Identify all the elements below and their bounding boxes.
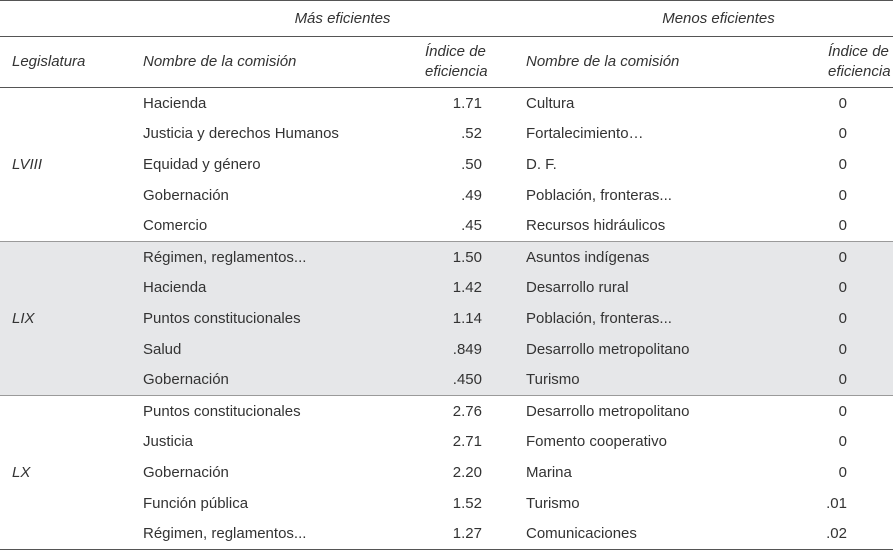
more-efficient-index: 2.20 <box>452 463 482 481</box>
column-header-index-less-line1: Índice de <box>828 42 889 60</box>
less-efficient-index: 0 <box>838 217 847 235</box>
more-efficient-name: Comercio <box>143 217 208 235</box>
less-efficient-name: Turismo <box>514 364 784 395</box>
column-header-index-less <box>784 37 893 88</box>
less-efficient-name: Recursos hidráulicos <box>526 217 666 235</box>
less-efficient-index: 0 <box>838 433 847 451</box>
group-header-spacer <box>0 1 131 37</box>
less-efficient-name: D. F. <box>526 155 557 173</box>
more-efficient-name: Gobernación <box>131 364 409 395</box>
less-efficient-index: 0 <box>784 241 893 272</box>
less-efficient-index: 0 <box>784 334 893 365</box>
more-efficient-name: Puntos constitucionales <box>131 303 409 334</box>
column-header-name-less: Nombre de la comisión <box>514 37 784 88</box>
table-row <box>0 210 893 241</box>
table-row <box>0 518 893 549</box>
more-efficient-name: Hacienda <box>143 94 207 112</box>
more-efficient-index: 1.71 <box>452 94 482 112</box>
less-efficient-name: Marina <box>526 463 572 481</box>
legislatura-label: LIX <box>0 241 131 395</box>
table-row <box>0 364 893 395</box>
legislature-group-lviii <box>0 88 893 242</box>
more-efficient-index: 2.71 <box>452 433 482 451</box>
more-efficient-index: .45 <box>461 217 482 235</box>
more-efficient-index: 1.52 <box>452 494 482 512</box>
more-efficient-name: Justicia y derechos Humanos <box>143 125 339 143</box>
column-header-index-more-line1: Índice de <box>425 42 486 60</box>
less-efficient-name: Desarrollo rural <box>514 273 784 304</box>
table-row <box>0 88 893 119</box>
column-header-name-more: Nombre de la comisión <box>131 37 409 88</box>
more-efficient-index: 2.76 <box>452 402 482 420</box>
more-efficient-name: Gobernación <box>143 186 229 204</box>
more-efficient-index: .849 <box>409 334 514 365</box>
more-efficient-name: Justicia <box>143 433 194 451</box>
more-efficient-name: Puntos constitucionales <box>143 402 301 420</box>
table-row <box>0 457 893 488</box>
legislatura-label: LVIII <box>12 155 43 173</box>
column-header-index-less-line2: eficiencia <box>828 63 891 80</box>
table-row <box>0 427 893 458</box>
column-header-row <box>0 37 893 88</box>
table-row <box>0 395 893 426</box>
more-efficient-index: .49 <box>461 186 482 204</box>
column-header-index-more <box>409 37 514 88</box>
table-row <box>0 303 893 334</box>
more-efficient-name: Salud <box>131 334 409 365</box>
legislature-group-lix <box>0 241 893 395</box>
more-efficient-name: Régimen, reglamentos... <box>143 525 307 543</box>
more-efficient-index: .450 <box>409 364 514 395</box>
legislature-group-lx <box>0 395 893 549</box>
less-efficient-name: Fortalecimiento… <box>526 125 644 143</box>
group-header-more-efficient: Más eficientes <box>131 1 514 37</box>
more-efficient-index: .50 <box>461 155 482 173</box>
more-efficient-name: Hacienda <box>131 273 409 304</box>
group-header-less-efficient: Menos eficientes <box>514 1 893 37</box>
table-row <box>0 119 893 150</box>
less-efficient-index: 0 <box>838 155 847 173</box>
group-header-row <box>0 1 893 37</box>
table-row <box>0 334 893 365</box>
table-row <box>0 180 893 211</box>
table-row <box>0 273 893 304</box>
less-efficient-index: 0 <box>784 364 893 395</box>
more-efficient-index: 1.42 <box>409 273 514 304</box>
table-row <box>0 488 893 519</box>
less-efficient-index: .02 <box>826 525 847 543</box>
column-header-index-more-line2: eficiencia <box>425 63 488 80</box>
more-efficient-index: .52 <box>461 125 482 143</box>
table-row <box>0 149 893 180</box>
less-efficient-name: Asuntos indígenas <box>514 241 784 272</box>
less-efficient-index: 0 <box>838 94 847 112</box>
less-efficient-index: .01 <box>826 494 847 512</box>
more-efficient-name: Función pública <box>143 494 249 512</box>
more-efficient-name: Equidad y género <box>143 155 261 173</box>
less-efficient-index: 0 <box>784 273 893 304</box>
less-efficient-index: 0 <box>838 463 847 481</box>
more-efficient-index: 1.27 <box>452 525 482 543</box>
less-efficient-name: Población, fronteras... <box>514 303 784 334</box>
more-efficient-index: 1.14 <box>409 303 514 334</box>
column-header-legislatura: Legislatura <box>0 37 131 88</box>
less-efficient-index: 0 <box>838 125 847 143</box>
less-efficient-name: Cultura <box>526 94 575 112</box>
less-efficient-index: 0 <box>784 303 893 334</box>
less-efficient-name: Desarrollo metropolitano <box>514 334 784 365</box>
less-efficient-name: Comunicaciones <box>526 525 637 543</box>
table-header <box>0 1 893 88</box>
less-efficient-name: Fomento cooperativo <box>526 433 667 451</box>
less-efficient-name: Turismo <box>526 494 580 512</box>
more-efficient-name: Régimen, reglamentos... <box>131 241 409 272</box>
table-row <box>0 241 893 272</box>
less-efficient-name: Población, fronteras... <box>526 186 672 204</box>
less-efficient-name: Desarrollo metropolitano <box>526 402 690 420</box>
less-efficient-index: 0 <box>838 402 847 420</box>
less-efficient-index: 0 <box>838 186 847 204</box>
more-efficient-name: Gobernación <box>143 463 229 481</box>
more-efficient-index: 1.50 <box>409 241 514 272</box>
legislatura-label: LX <box>12 463 31 481</box>
